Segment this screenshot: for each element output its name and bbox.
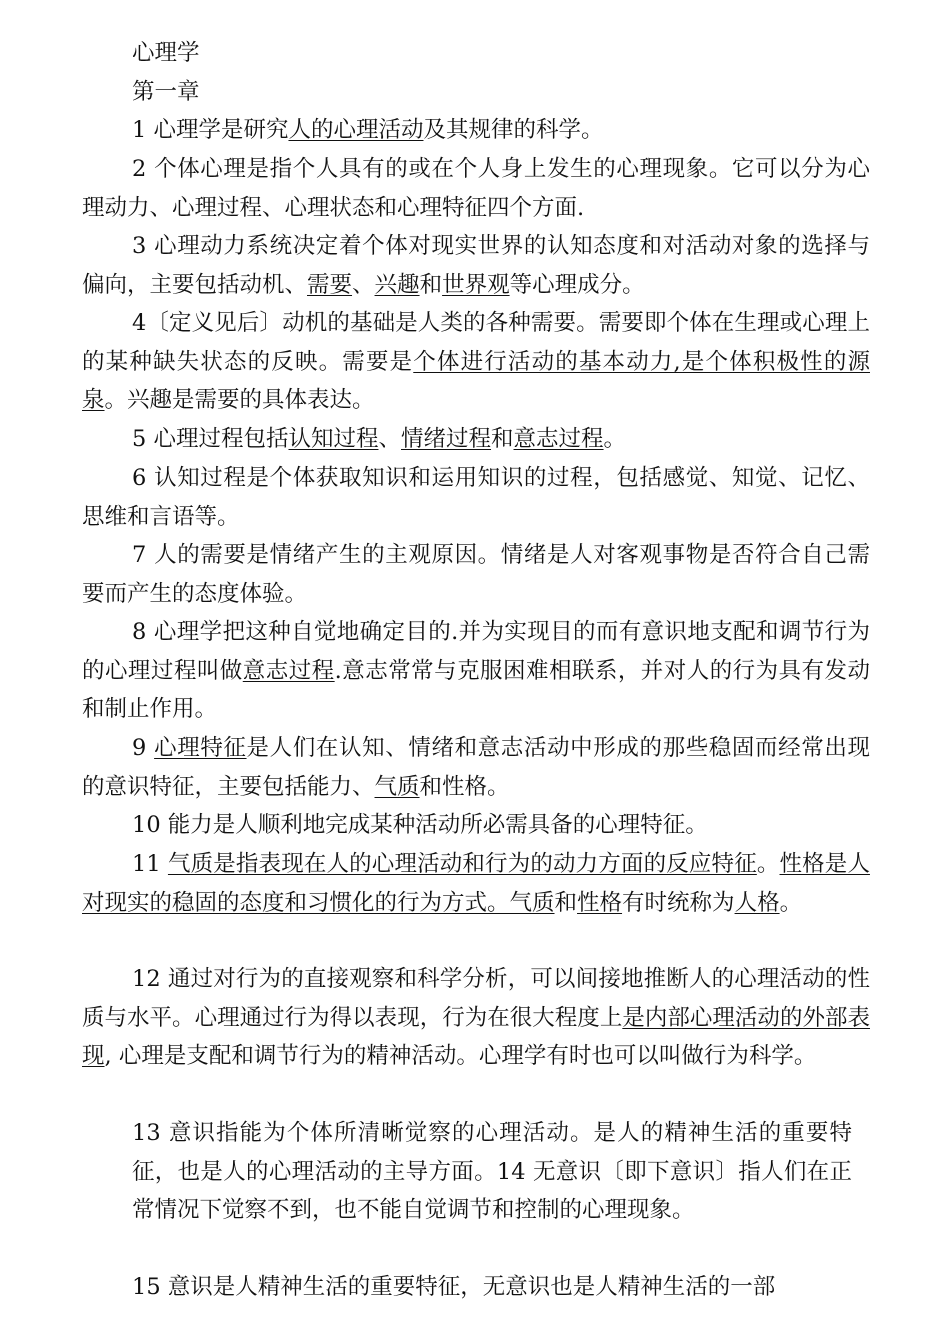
paragraph-15: [132, 1268, 852, 1307]
paragraph-text: 7 人的需要是情绪产生的主观原因。情绪是人对客观事物是否符合自己需要而产生的态度体验。: [82, 542, 870, 607]
underlined-term: 性格: [577, 889, 623, 916]
underlined-term: 气质是指表现在人的心理活动和行为的动力方面的反应特征: [167, 851, 757, 877]
paragraph-text: 15 意识是人精神生活的重要特征，无意识也是人精神生活的一部: [132, 1274, 776, 1300]
underlined-term: 气质: [374, 773, 420, 800]
underlined-term: 意志过程: [242, 657, 335, 684]
underlined-term: 性格是人对现实的稳固的态度和习惯化的行为方式。气质: [82, 851, 870, 916]
paragraph-text: 和性格。: [419, 773, 510, 800]
paragraph-text: 。: [756, 851, 780, 877]
paragraph-text: 。兴趣是需要的具体表达。: [104, 387, 375, 414]
paragraph-11: [82, 845, 870, 922]
paragraph-text: .意志常常与克服困难相联系，并对人的行为具有发动和制止作用。: [82, 657, 870, 723]
paragraph-12: [82, 960, 870, 1076]
paragraph-text: 、: [352, 271, 375, 298]
document-title: 心理学: [132, 40, 200, 66]
paragraph-text: 2 个体心理是指个人具有的或在个人身上发生的心理现象。它可以分为心理动力、心理过程、心理状态和心理特征四个方面.: [82, 156, 870, 221]
paragraph-1: [82, 111, 870, 150]
paragraph-text: 是人们在认知、情绪和意志活动中形成的那些稳固而经常出现的意识特征，主要包括能力、: [82, 735, 870, 800]
underlined-term: 人格: [734, 889, 780, 916]
paragraph-text: 9: [132, 735, 155, 761]
paragraph-text: 及其规律的科学。: [423, 117, 604, 143]
underlined-term: 需要: [307, 271, 353, 298]
paragraph-text: 、: [378, 426, 401, 452]
paragraph-text: 和: [491, 426, 514, 452]
chapter-heading: 第一章: [132, 79, 200, 105]
underlined-term: 心理特征: [154, 735, 247, 761]
underlined-term: 世界观: [442, 271, 510, 298]
paragraph-text: 和: [554, 889, 578, 916]
paragraph-text: 3 心理动力系统决定着个体对现实世界的认知态度和对活动对象的选择与偏向，主要包括动机、: [82, 233, 870, 298]
paragraph-10: [82, 806, 870, 845]
paragraph-text: 和: [419, 271, 443, 298]
paragraph-text: 12 通过对行为的直接观察和科学分析，可以间接地推断人的心理活动的性质与水平。心理通过行为得以表现，行为在很大程度上: [82, 966, 870, 1031]
paragraph-6: [82, 459, 870, 536]
paragraph-2: [82, 150, 870, 227]
paragraph-4: [82, 304, 870, 420]
paragraph-text: 4〔定义见后〕动机的基础是人类的各种需要。需要即个体在生理或心理上的某种缺失状态的反映。需要是: [82, 310, 870, 375]
paragraph-text: 11: [132, 851, 168, 877]
paragraph-text: 1 心理学是研究: [132, 117, 289, 143]
paragraph-text: 10 能力是人顺利地完成某种活动所必需具备的心理特征。: [132, 812, 708, 838]
underlined-term: 情绪过程: [401, 426, 492, 452]
underlined-term: 意志过程: [513, 426, 604, 452]
paragraph-text: 8 心理学把这种自觉地确定目的.并为实现目的而有意识地支配和调节行为的心理过程叫做: [82, 619, 870, 684]
paragraph-5: [82, 420, 870, 459]
paragraph-text: 等心理成分。: [509, 271, 645, 298]
paragraph-text: 13 意识指能为个体所清晰觉察的心理活动。是人的精神生活的重要特征，也是人的心理活动的主导方面。14 无意识〔即下意识〕指人们在正常情况下觉察不到，也不能自觉调节和控制的心理现象。: [132, 1120, 852, 1224]
paragraph-text: 5 心理过程包括: [132, 426, 289, 452]
paragraph-text: , 心理是支配和调节行为的精神活动。心理学有时也可以叫做行为科学。: [104, 1043, 817, 1070]
underlined-term: 兴趣: [374, 271, 420, 298]
paragraph-7: [82, 536, 870, 613]
paragraph-text: 有时统称为: [622, 889, 735, 916]
underlined-term: 是内部心理活动的外部表现: [82, 1004, 870, 1070]
paragraph-text: 6 认知过程是个体获取知识和运用知识的过程，包括感觉、知觉、记忆、思维和言语等。: [82, 465, 870, 530]
paragraph-13: [132, 1114, 852, 1230]
paragraph-9: [82, 729, 870, 806]
paragraph-8: [82, 613, 870, 729]
paragraph-text: 。: [779, 889, 803, 916]
underlined-term: 个体进行活动的基本动力,是个体积极性的源泉: [82, 348, 870, 414]
paragraph-3: [82, 227, 870, 304]
underlined-term: 人的心理活动: [288, 117, 424, 143]
paragraph-text: 。: [603, 426, 627, 452]
underlined-term: 认知过程: [288, 426, 379, 452]
